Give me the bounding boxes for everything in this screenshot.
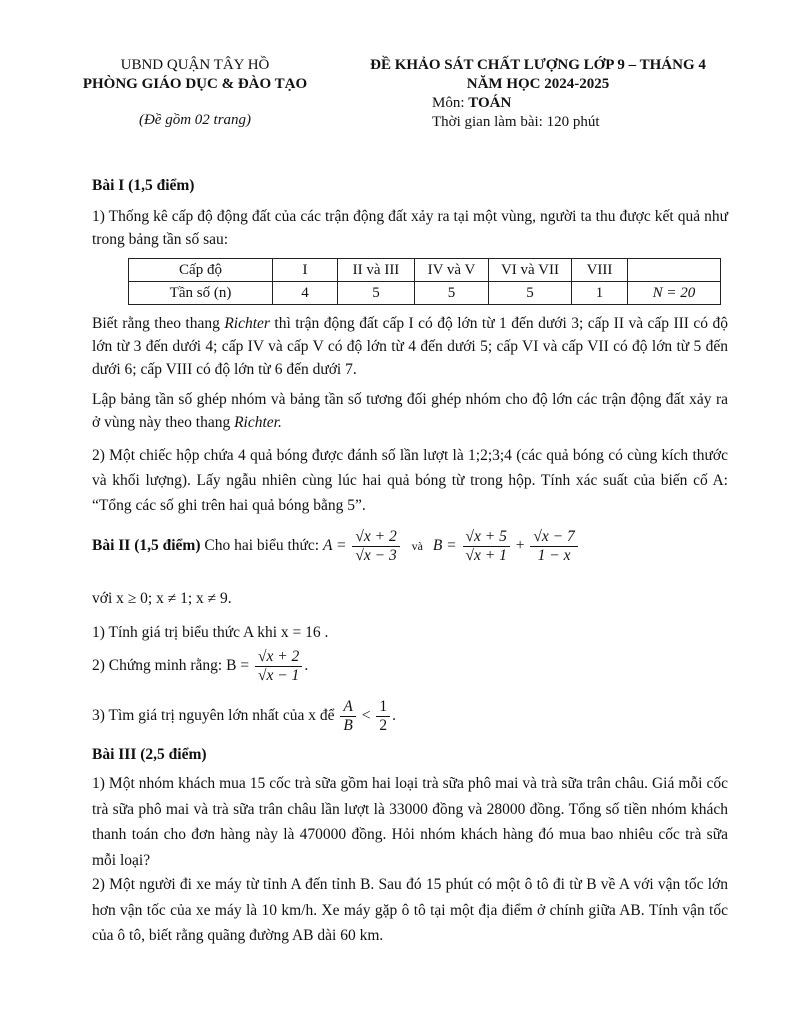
department-name: PHÒNG GIÁO DỤC & ĐÀO TẠO	[82, 76, 308, 92]
proof-numerator: √x + 2	[255, 648, 302, 667]
frequency-table	[128, 258, 721, 305]
task-text: Lập bảng tần số ghép nhóm và bảng tần số tương đối ghép nhóm cho độ lớn các trận động đất xảy ra ở vùng này theo thang	[92, 391, 728, 431]
expr-b-denominator-2: 1 − x	[537, 547, 571, 564]
richter-term: Richter	[224, 315, 270, 332]
page-count-note: (Đề gồm 02 trang)	[138, 112, 252, 128]
table-cell: II và III	[338, 259, 415, 282]
district-name: UBND QUẬN TÂY HỒ	[120, 57, 270, 73]
expr-b-numerator-2: √x − 7	[530, 528, 577, 547]
task-grouped-table	[92, 388, 728, 434]
table-cell	[628, 259, 721, 282]
exam-time: Thời gian làm bài: 120 phút	[432, 114, 600, 130]
less-than-sign: <	[361, 707, 371, 725]
section-2-title: Bài II (1,5 điểm)	[92, 537, 201, 555]
header-right	[338, 56, 738, 132]
half-denominator: 2	[379, 717, 388, 734]
section-3-title: Bài III (2,5 điểm)	[92, 746, 207, 763]
table-cell: 4	[273, 282, 338, 305]
condition-line: với x ≥ 0; x ≠ 1; x ≠ 9.	[92, 590, 232, 607]
header-left	[60, 56, 330, 130]
richter-term-2: Richter.	[234, 414, 282, 431]
expr-a-numerator: √x + 2	[352, 528, 399, 547]
probability-question: 2) Một chiếc hộp chứa 4 quả bóng được đánh số lần lượt là 1;2;3;4 (các quả bóng có cùng kích thước và khối lượng). Lấy ngẫu nhiên cùng lúc hai quả bóng từ trong hộp. Tính xác suất của biến cố A: “Tổng các số ghi trên hai quả bóng bằng 5”.	[92, 447, 728, 514]
subject-value: TOÁN	[468, 95, 512, 111]
question-2-3: 3) Tìm giá trị nguyên lớn nhất của x để $\frac{A}{B}$ < $\frac{1}{2}$ .	[92, 698, 396, 734]
table-cell: VI và VII	[489, 259, 572, 282]
table-cell: I	[273, 259, 338, 282]
exam-title: ĐỀ KHẢO SÁT CHẤT LƯỢNG LỚP 9 – THÁNG 4	[370, 57, 706, 73]
proof-denominator: √x − 1	[257, 667, 300, 684]
subject-line	[338, 94, 738, 113]
table-cell: 5	[489, 282, 572, 305]
expr-b-fraction-2	[530, 528, 577, 565]
section-1-intro: 1) Thống kê cấp độ động đất của các trận động đất xảy ra tại một vùng, người ta thu được kết quả như trong bảng tần số sau:	[92, 208, 728, 248]
section-2-header	[92, 528, 580, 565]
table-row	[129, 282, 721, 305]
expr-b-fraction-1	[463, 528, 510, 565]
subject-label: Môn:	[432, 95, 469, 111]
question-2-3-label: 3) Tìm giá trị nguyên lớn nhất của x để	[92, 707, 335, 725]
table-cell: Tần số (n)	[129, 282, 273, 305]
expr-a-denominator: √x − 3	[355, 547, 397, 564]
table-cell: VIII	[572, 259, 628, 282]
table-cell: 5	[338, 282, 415, 305]
question-2-2: 2) Chứng minh rằng: B = $\frac{√x + 2}{√x - 1}$ .	[92, 648, 309, 684]
richter-description	[92, 312, 728, 381]
ratio-denominator: B	[343, 717, 353, 734]
question-2-2-label: 2) Chứng minh rằng: B =	[92, 657, 250, 675]
milk-tea-problem: 1) Một nhóm khách mua 15 cốc trà sữa gồm hai loại trà sữa phô mai và trà sữa trân châu. Giá mỗi cốc trà sữa phô mai và trà sữa trân châu lần lượt là 33000 đồng và 28000 đồng. Tổng số tiền nhóm khách thanh toán cho đơn hàng này là 470000 đồng. Hỏi nhóm khách hàng đó mua bao nhiêu cốc trà sữa mỗi loại?	[92, 775, 728, 869]
and-word: và	[411, 539, 423, 554]
question-2-1: 1) Tính giá trị biểu thức A khi x = 16 .	[92, 624, 329, 641]
ratio-numerator: A	[340, 698, 355, 717]
richter-text-a: Biết rằng theo thang	[92, 315, 225, 332]
proof-fraction	[255, 648, 302, 685]
table-cell: Cấp độ	[129, 259, 273, 282]
half-numerator: 1	[376, 698, 390, 717]
plus-sign: +	[515, 537, 525, 555]
table-cell: 1	[572, 282, 628, 305]
table-cell: 5	[415, 282, 489, 305]
richter-text-b: thì trận động đất cấp I có độ lớn từ 1 đến dưới 3; cấp II và cấp III có độ lớn từ 3 đến dưới 4; cấp IV và cấp V có độ lớn từ 4 đến dưới 5; cấp VI và cấp VII có độ lớn từ 5 đến dưới 6; cấp VIII có độ lớn từ 6 đến dưới 7.	[92, 315, 728, 378]
motion-problem: 2) Một người đi xe máy từ tỉnh A đến tỉnh B. Sau đó 15 phút có một ô tô đi từ B về A với vận tốc lớn hơn vận tốc của xe máy là 10 km/h. Xe máy gặp ô tô tại một địa điểm ở chính giữa AB. Tính vận tốc của ô tô, biết rằng quãng đường AB dài 60 km.	[92, 876, 728, 944]
table-row	[129, 259, 721, 282]
expr-a-lhs: A =	[322, 537, 347, 555]
table-cell: N = 20	[628, 282, 721, 305]
expr-a-fraction	[352, 528, 399, 565]
half-fraction	[376, 698, 390, 735]
ratio-fraction	[340, 698, 355, 735]
expr-b-lhs: B =	[432, 537, 457, 555]
expr-b-denominator-1: √x + 1	[465, 547, 507, 564]
section-1-title: Bài I (1,5 điểm)	[92, 177, 195, 194]
school-year: NĂM HỌC 2024-2025	[466, 76, 610, 92]
expr-b-numerator-1: √x + 5	[463, 528, 510, 547]
table-cell: IV và V	[415, 259, 489, 282]
section-2-intro: Cho hai biểu thức:	[200, 537, 323, 555]
